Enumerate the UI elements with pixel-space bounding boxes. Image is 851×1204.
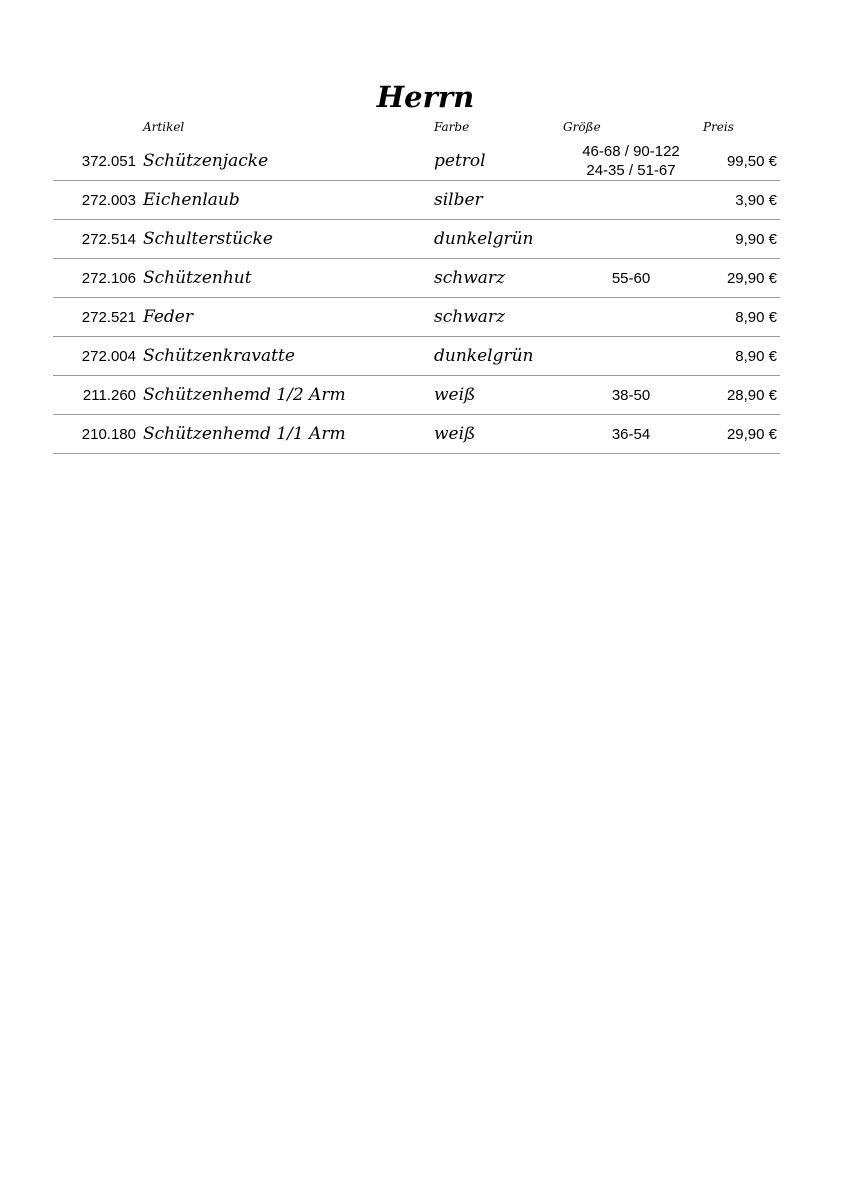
- column-header-preis: Preis: [703, 120, 734, 134]
- article-number: 210.180: [81, 425, 136, 443]
- price-table: [53, 142, 780, 454]
- article-size-line: 38-50: [611, 386, 651, 404]
- article-size: [553, 376, 709, 414]
- article-color: weiß: [434, 424, 476, 444]
- article-price: 99,50 €: [726, 152, 777, 170]
- table-row: [53, 220, 780, 259]
- article-name: Schützenjacke: [143, 151, 269, 171]
- article-number: 272.106: [81, 269, 136, 287]
- article-size: [553, 142, 709, 180]
- article-size-line: 46-68 / 90-122: [582, 143, 680, 160]
- table-header: [53, 120, 780, 138]
- article-size: [553, 259, 709, 297]
- column-header-groesse: Größe: [563, 120, 601, 134]
- article-size-line: 36-54: [611, 425, 651, 443]
- article-name: Schützenhemd 1/2 Arm: [143, 385, 346, 405]
- article-color: schwarz: [434, 307, 505, 327]
- article-name: Schützenkravatte: [143, 346, 295, 366]
- article-name: Eichenlaub: [143, 190, 240, 210]
- article-price: 8,90 €: [735, 308, 777, 326]
- article-number: 272.004: [81, 347, 136, 365]
- article-name: Feder: [143, 307, 193, 327]
- column-header-farbe: Farbe: [434, 120, 470, 134]
- article-number: 372.051: [81, 152, 136, 170]
- article-color: petrol: [434, 151, 486, 171]
- article-size: [553, 415, 709, 453]
- article-price: 8,90 €: [735, 347, 777, 365]
- table-row: [53, 142, 780, 181]
- article-name: Schulterstücke: [143, 229, 273, 249]
- article-color: dunkelgrün: [434, 346, 534, 366]
- table-row: [53, 181, 780, 220]
- article-name: Schützenhemd 1/1 Arm: [143, 424, 346, 444]
- article-price: 29,90 €: [726, 425, 777, 443]
- table-row: [53, 337, 780, 376]
- article-color: silber: [434, 190, 483, 210]
- article-price: 28,90 €: [726, 386, 777, 404]
- table-row: [53, 259, 780, 298]
- article-size: [553, 220, 709, 258]
- article-number: 272.003: [81, 191, 136, 209]
- table-row: [53, 376, 780, 415]
- article-number: 272.514: [81, 230, 136, 248]
- page-title: Herrn: [376, 80, 475, 114]
- table-row: [53, 415, 780, 454]
- article-price: 29,90 €: [726, 269, 777, 287]
- article-size-line: 55-60: [611, 269, 651, 287]
- article-name: Schützenhut: [143, 268, 252, 288]
- article-size: [553, 337, 709, 375]
- article-size: [553, 181, 709, 219]
- article-price: 3,90 €: [735, 191, 777, 209]
- article-color: schwarz: [434, 268, 505, 288]
- column-header-artikel: Artikel: [143, 120, 185, 134]
- article-price: 9,90 €: [735, 230, 777, 248]
- table-row: [53, 298, 780, 337]
- article-number: 272.521: [81, 308, 136, 326]
- article-color: dunkelgrün: [434, 229, 534, 249]
- article-color: weiß: [434, 385, 476, 405]
- article-size-line: 24-35 / 51-67: [586, 162, 676, 179]
- article-size: [553, 298, 709, 336]
- article-number: 211.260: [82, 386, 136, 404]
